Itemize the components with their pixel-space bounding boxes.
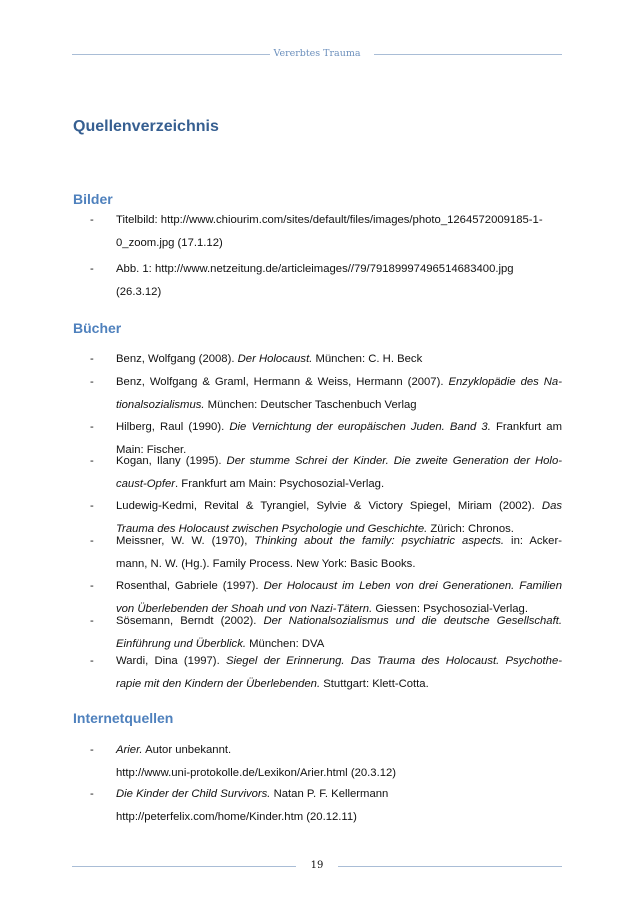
reference-segment: Stuttgart: Klett-Cotta. [320,677,429,690]
footer-rule-right [338,866,562,867]
page-title: Quellenverzeichnis [73,118,219,135]
italic-title: Siegel der Erinnerung. Das Trauma des Holocaust. Psychothe- [225,655,562,667]
reference-line [116,575,562,598]
section-heading: Bilder [73,191,113,207]
italic-title: Arier. [116,744,143,756]
reference-text [116,371,562,416]
reference-line [116,495,562,518]
reference-segment: München: DVA [246,637,325,650]
header-title: Vererbtes Trauma [273,48,361,59]
reference-text [116,783,562,828]
reference-segment: Wardi, Dina (1997). [116,655,226,667]
italic-title: Der Holocaust. [237,353,313,365]
italic-title: rapie mit den Kindern der Überlebenden. [116,677,321,690]
reference-text [116,739,562,784]
italic-title: caust-Opfer [116,477,176,490]
bullet-dash: - [90,455,94,467]
reference-segment: Meissner, W. W. (1970), [116,535,255,547]
reference-line [116,762,562,785]
reference-segment: Rosenthal, Gabriele (1997). [116,580,264,592]
reference-text [116,348,562,371]
italic-title: Einführung und Überblick. [116,637,246,650]
reference-segment: 0_zoom.jpg (17.1.12) [116,236,223,249]
reference-segment: Frankfurt am [490,421,562,433]
reference-text [116,650,562,695]
reference-segment: Benz, Wolfgang & Graml, Hermann & Weiss, Hermann (2007). [116,376,449,388]
reference-line [116,394,562,417]
bullet-dash: - [90,535,94,547]
reference-line [116,806,562,829]
reference-line [116,258,562,281]
italic-title: Trauma des Holocaust zwischen Psychologie und Geschichte. [116,522,428,535]
reference-line [116,416,562,439]
bullet-dash: - [90,263,94,275]
reference-segment: in: Acker- [504,535,562,547]
bullet-dash: - [90,214,94,226]
page-footer [72,858,562,874]
bullet-dash: - [90,744,94,756]
reference-segment: Main: Fischer. [116,443,187,456]
reference-text [116,258,562,303]
reference-line [116,371,562,394]
italic-title: Der Holocaust im Leben von drei Generationen. Familien [263,580,562,592]
italic-title: Enzyklopädie des Na- [448,376,562,388]
reference-segment: Benz, Wolfgang (2008). [116,353,238,365]
italic-title: Thinking about the family: psychiatric aspects. [254,535,505,547]
reference-line [116,610,562,633]
reference-segment: Giessen: Psychosozial-Verlag. [372,602,528,615]
reference-segment: Zürich: Chronos. [427,522,514,535]
italic-title: Die Vernichtung der europäischen Juden. Band 3. [229,421,491,433]
page-number: 19 [310,860,324,871]
reference-line [116,530,562,553]
italic-title: Die Kinder der Child Survivors. [116,788,271,800]
italic-title: Der Nationalsozialismus und die deutsche Gesellschaft. [263,615,562,627]
reference-text [116,209,562,254]
bullet-dash: - [90,500,94,512]
italic-title: Der stumme Schrei der Kinder. Die zweite Generation der Holo- [226,455,562,467]
bullet-dash: - [90,353,94,365]
reference-segment: http://www.uni-protokolle.de/Lexikon/Arier.html (20.3.12) [116,766,397,779]
bullet-dash: - [90,580,94,592]
reference-segment: http://peterfelix.com/home/Kinder.htm (20.12.11) [116,810,357,823]
section-heading: Internetquellen [73,710,174,726]
reference-line [116,473,562,496]
reference-line [116,281,562,304]
reference-line [116,783,562,806]
reference-text [116,610,562,655]
reference-line [116,650,562,673]
reference-line [116,739,562,762]
bullet-dash: - [90,655,94,667]
reference-segment: Abb. 1: http://www.netzeitung.de/articleimages//79/79189997496514683400.jpg [116,263,514,275]
bullet-dash: - [90,376,94,388]
reference-segment: München: C. H. Beck [312,353,423,365]
bullet-dash: - [90,615,94,627]
reference-segment: mann, N. W. (Hg.). Family Process. New York: Basic Books. [116,557,416,570]
reference-text [116,450,562,495]
reference-line [116,450,562,473]
italic-title: Das [541,500,562,512]
reference-line [116,209,562,232]
reference-line [116,553,562,576]
reference-segment: Hilberg, Raul (1990). [116,421,230,433]
bullet-dash: - [90,421,94,433]
reference-segment: (26.3.12) [116,285,162,298]
reference-segment: Kogan, Ilany (1995). [116,455,227,467]
reference-line [116,232,562,255]
reference-segment: Ludewig-Kedmi, Revital & Tyrangiel, Sylvie & Victory Spiegel, Miriam (2002). [116,500,542,512]
reference-line [116,348,562,371]
italic-title: tionalsozialismus. [116,398,205,411]
reference-segment: Natan P. F. Kellermann [270,788,389,800]
bullet-dash: - [90,788,94,800]
reference-segment: München: Deutscher Taschenbuch Verlag [204,398,417,411]
section-heading: Bücher [73,320,122,336]
reference-segment: Titelbild: http://www.chiourim.com/sites/default/files/images/photo_1264572009185-1- [116,214,543,226]
reference-segment: . Frankfurt am Main: Psychosozial-Verlag. [175,477,385,490]
reference-text [116,530,562,575]
italic-title: von Überlebenden der Shoah und von Nazi-Tätern. [116,602,373,615]
header-rule-right [374,54,562,55]
reference-line [116,673,562,696]
reference-segment: Sösemann, Berndt (2002). [116,615,264,627]
reference-segment: Autor unbekannt. [142,744,232,756]
running-header [72,47,562,61]
